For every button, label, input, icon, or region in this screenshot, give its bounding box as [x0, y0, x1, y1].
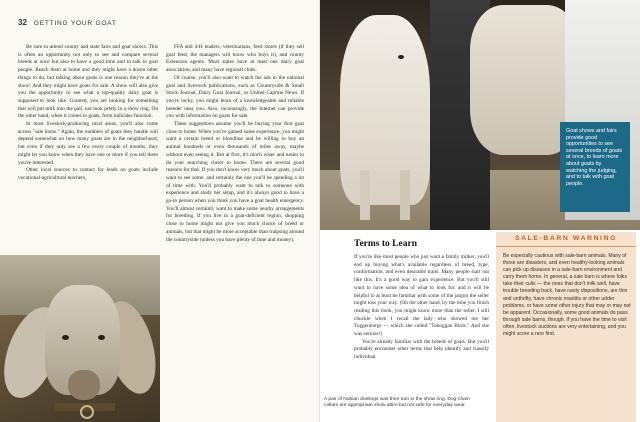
- photo-sidebar-note: Goat shows and fairs provide good opportunities to see several breeds of goats at once, to learn more about goats by watching the judging, and to talk with goat people.: [560, 122, 630, 212]
- warning-divider: [496, 246, 636, 247]
- warning-text: Be especially cautious with sale-barn animals. Many of these are disasters, and even healthy-looking animals can pick up diseases in a sale-barn environment and carry them home. In general, a sale barn is where folks take their culls — the ones that don't milk well, have trouble breeding back, have nasty dispositions, are thin and unthrifty, have chronic mastitis or other udder problems, or have some other injury that may or may not be apparent. Occasionally, some good animals do pass through sale barns, though. If you have the time to visit often, livestock auctions are very entertaining, and you might score a rare find.: [503, 253, 631, 338]
- running-title: GETTING YOUR GOAT: [33, 20, 117, 27]
- body-column-2: [166, 44, 304, 244]
- paragraph: In most livestock-producing rural areas, you'll also come across "sale barns." Again, the numbers of goats they handle will depend somewhat on how many goats are in the neighborhood, but even if they only see a few every couple of months, they might let you know when they have one or more if you tell them you're interested.: [18, 121, 158, 166]
- photo-caption: A pair of Nubian doelings wait their turn in the show ring. Dog-chain collars are appropriate show attire but not safe for everyday wear.: [324, 397, 470, 409]
- paragraph: Of course, you'll also want to watch the ads in the national goat and livestock publications, such as Countryside & Small Stock Journal, Dairy Goat Journal, or United Caprine News. If you're lucky, you might learn of a knowledgeable and reliable breeder near you. Also, increasingly, the Internet can provide you with information on goats for sale.: [166, 74, 304, 120]
- page-number: 32: [18, 18, 27, 27]
- paragraph: Be sure to attend county and state fairs and goat shows. This is often an opportunity not only to see and compare several breeds at once but also to have a good time and to talk to goat people. Reach them at home and they might have a dozen other things to do, but talking about goats is one reason they're at the show! And they might have goats for sale. A show will also give you the opportunity to see what a top-quality dairy goat is supposed to look like. Granted, you are looking for something that will put milk into the pail, not look pretty in a show ring. On the other hand, when it comes to goats, form indicates function.: [18, 44, 158, 120]
- body-column-1: [18, 44, 158, 183]
- right-page: [320, 0, 640, 422]
- paragraph: FFA and 4-H leaders, veterinarians, feed stores (if they sell goat feed, the managers will know who buys it), and county Extension agents. Most states have at least one dairy goat association, and many have regional clubs.: [166, 44, 304, 74]
- paragraph: You're already familiar with the breeds of goats. But you'll probably encounter other terms that help identify and classify individual: [354, 338, 489, 361]
- paragraph: If you're like most people who just want a family milker, you'll end up buying what's available regardless of breed, type, conformation, and even desirable traits. Many people start out like this. It's a good way to gain experience. But you'll still want to have some idea of what to look for, and it will be helpful to at least be familiar with some of the jargon the seller might toss your way. (On the other hand, by the time you finish reading this book, you might know more than the seller. I still chuckle when I recall the lady who showed me her Toggenburgs — which she called "Toboggan Birds." And she was serious!): [354, 254, 489, 338]
- terms-column: [354, 254, 489, 362]
- warning-title: SALE-BARN WARNING: [515, 235, 617, 242]
- running-header: [18, 18, 117, 27]
- paragraph: These suggestions assume you'll be buying your first goat close to home. When you've gained some experience, you might want a certain breed or bloodline and be willing to buy an animal hundreds or even thousands of miles away, maybe without even seeing it. But at first, it's much wiser and easier to do your searching closer to home. There are several good reasons for that. If you don't know very much about goats, you'll want to see some, and certainly the one you'll be spending a lot of time with. You'll probably want to talk to someone with experience and study her setup, and it's always good to have a go-to person when you think you have a goat health emergency. You'll almost certainly want to make some nearby arrangements for breeding. If you live in a goat-deficient region, shopping close to home might not give you much choice of breed or animals, but that might be more acceptable than traipsing around the countryside (unless you have plenty of time and money).: [166, 121, 304, 243]
- section-heading-terms: Terms to Learn: [354, 239, 417, 249]
- nubian-goat-photo: [0, 255, 160, 422]
- paragraph: Other local sources to contact for leads on goats include vocational-agricultural teachers,: [18, 167, 158, 181]
